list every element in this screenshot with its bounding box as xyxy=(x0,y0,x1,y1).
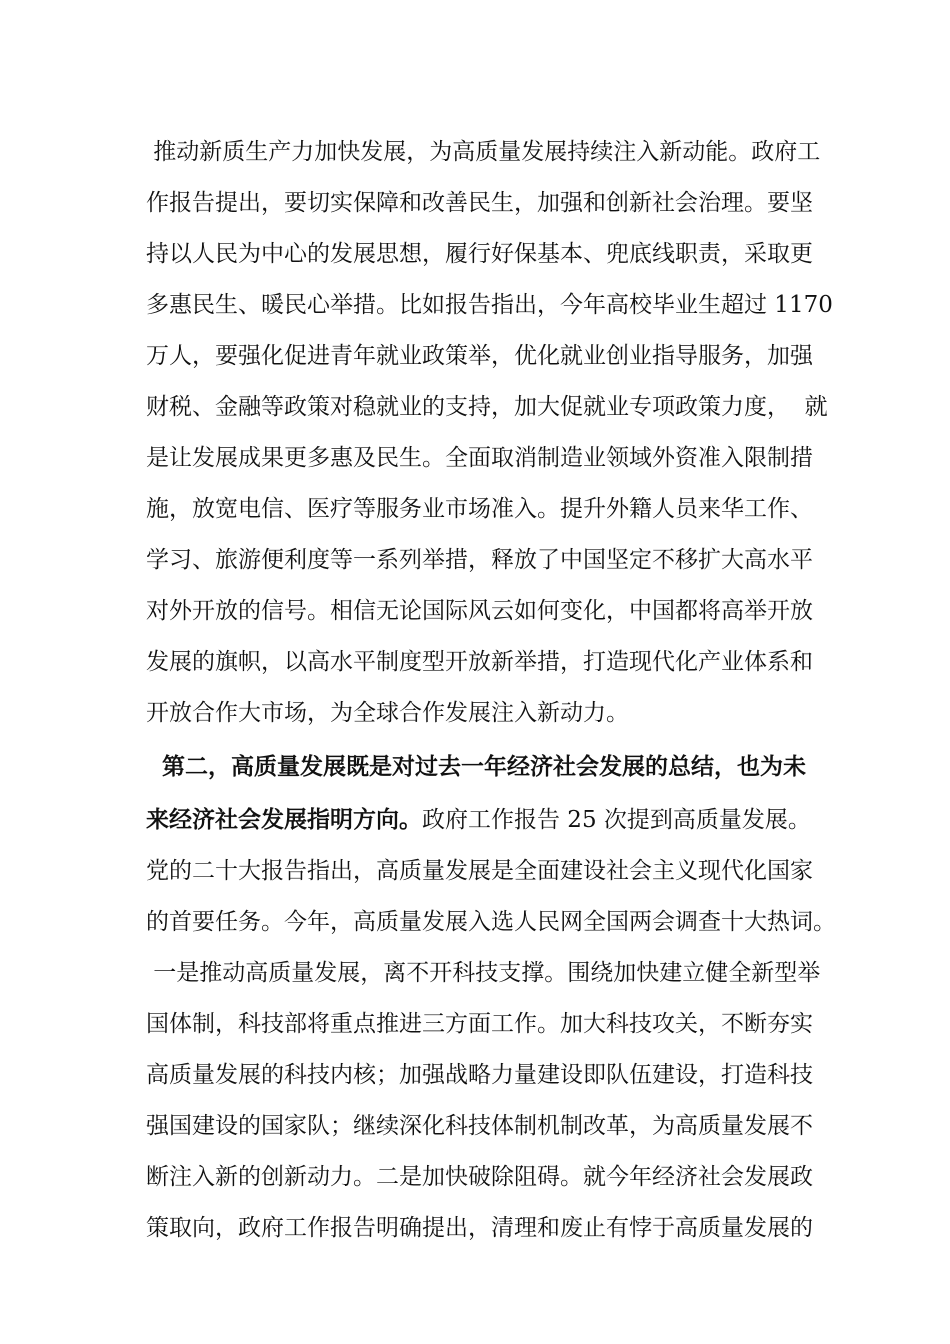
text-line: 国体制，科技部将重点推进三方面工作。加大科技攻关，不断夯实 xyxy=(146,1011,813,1037)
text-line: 多惠民生、暖民心举措。比如报告指出，今年高校毕业生超过 1170 xyxy=(146,292,833,318)
text-line: 一是推动高质量发展，离不开科技支撑。围绕加快建立健全新型举 xyxy=(146,960,821,986)
text-line: 万人，要强化促进青年就业政策举，优化就业创业指导服务，加强 xyxy=(146,343,813,369)
text-line: 党的二十大报告指出，高质量发展是全面建设社会主义现代化国家 xyxy=(146,858,813,884)
text-line: 开放合作大市场，为全球合作发展注入新动力。 xyxy=(146,700,629,726)
section-body-text: 政府工作报告 25 次提到高质量发展。 xyxy=(422,807,811,833)
text-line: 推动新质生产力加快发展，为高质量发展持续注入新动能。政府工 xyxy=(146,139,821,165)
text-line: 财税、金融等政策对稳就业的支持，加大促就业专项政策力度， 就 xyxy=(146,394,828,420)
section-heading: 第二，高质量发展既是对过去一年经济社会发展的总结，也为未 xyxy=(146,753,807,780)
text-line: 作报告提出，要切实保障和改善民生，加强和创新社会治理。要坚 xyxy=(146,190,813,216)
section-heading-bold-text: 来经济社会发展指明方向。 xyxy=(146,806,422,833)
text-line: 的首要任务。今年，高质量发展入选人民网全国两会调查十大热词。 xyxy=(146,909,836,935)
text-line: 策取向，政府工作报告明确提出，清理和废止有悖于高质量发展的 xyxy=(146,1215,813,1241)
text-line: 断注入新的创新动力。二是加快破除阻碍。就今年经济社会发展政 xyxy=(146,1164,813,1190)
text-line: 施，放宽电信、医疗等服务业市场准入。提升外籍人员来华工作、 xyxy=(146,496,813,522)
text-line: 学习、旅游便利度等一系列举措，释放了中国坚定不移扩大高水平 xyxy=(146,547,813,573)
section-heading-continuation xyxy=(146,805,811,835)
text-line: 是让发展成果更多惠及民生。全面取消制造业领域外资准入限制措 xyxy=(146,445,813,471)
text-line: 对外开放的信号。相信无论国际风云如何变化，中国都将高举开放 xyxy=(146,598,813,624)
text-line: 发展的旗帜，以高水平制度型开放新举措，打造现代化产业体系和 xyxy=(146,649,813,675)
text-line: 高质量发展的科技内核；加强战略力量建设即队伍建设，打造科技 xyxy=(146,1062,813,1088)
text-line: 持以人民为中心的发展思想，履行好保基本、兜底线职责，采取更 xyxy=(146,241,813,267)
text-line: 强国建设的国家队；继续深化科技体制机制改革，为高质量发展不 xyxy=(146,1113,813,1139)
